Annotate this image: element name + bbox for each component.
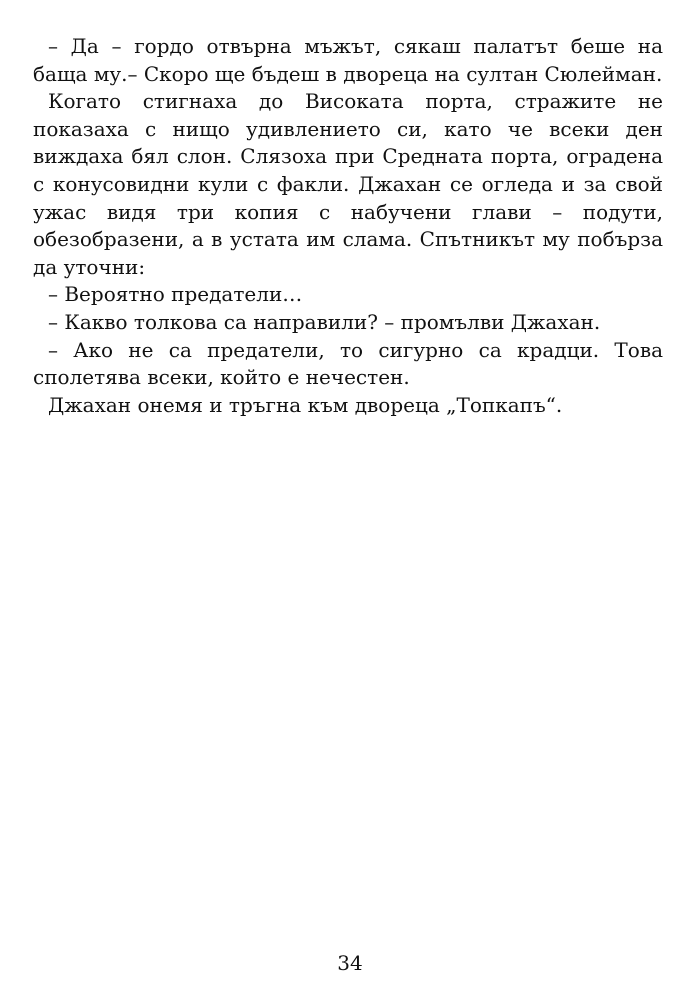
- paragraph: – Ако не са предатели, то сигурно са крадци. Това сполетява всеки, който е нечестен.: [33, 337, 663, 390]
- body-text: [33, 33, 663, 419]
- paragraph: – Вероятно предатели…: [48, 282, 303, 307]
- paragraph: Когато стигнаха до Високата порта, стражите не показаха с нищо удивлението си, като че всеки ден виждаха бял слон. Слязоха при Средната порта, оградена с конусовидни кули с факли. Джахан се огледа и за свой ужас видя три копия с набучени глави – подути, обезобразени, а в устата им слама. Спътникът му побърза да уточни:: [33, 89, 663, 279]
- paragraph: – Да – гордо отвърна мъжът, сякаш палатът беше на баща му.– Скоро ще бъдеш в двореца на султан Сюлейман.: [33, 34, 663, 86]
- page-number: 34: [337, 951, 363, 975]
- paragraph: Джахан онемя и тръгна към двореца „Топкапъ“.: [48, 392, 563, 417]
- paragraph: – Какво толкова са направили? – промълви Джахан.: [48, 309, 601, 334]
